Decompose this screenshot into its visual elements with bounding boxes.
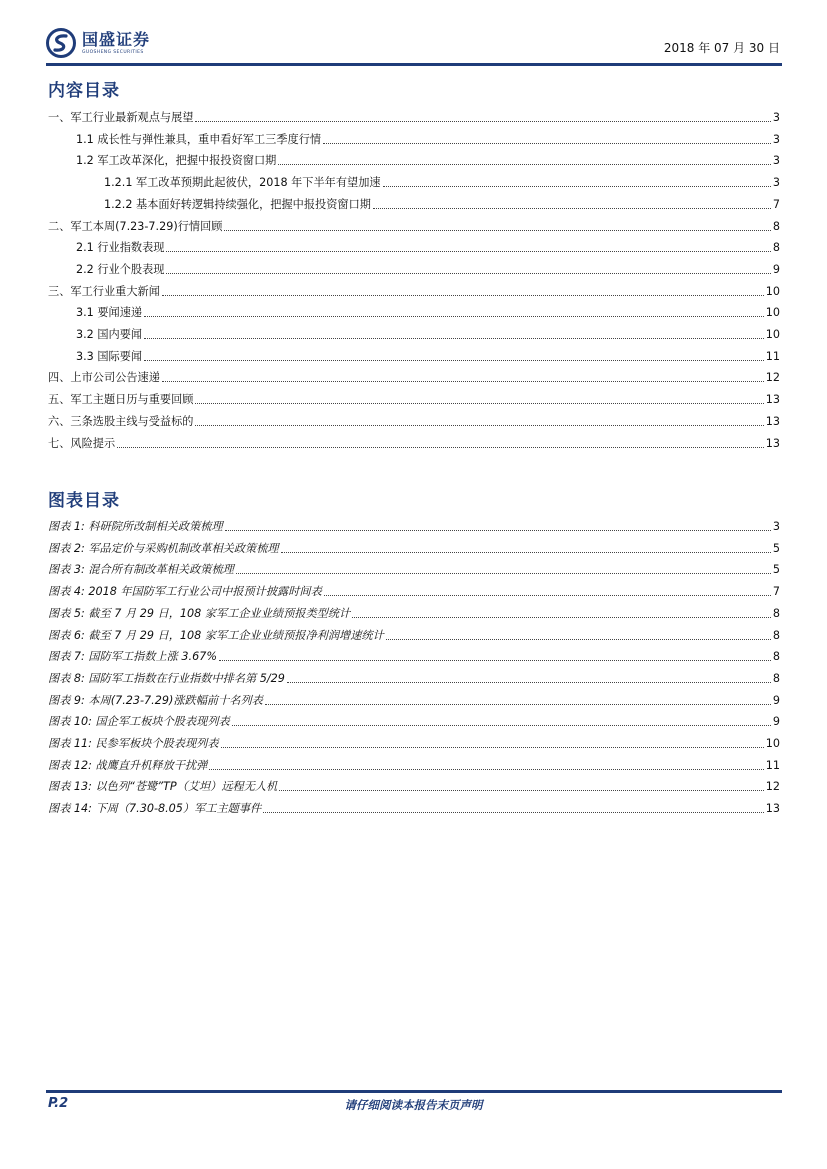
figure-entry[interactable] [48, 713, 780, 729]
figure-entry-page: 8 [772, 628, 780, 642]
figure-entry-page: 8 [772, 671, 780, 685]
toc-entry[interactable] [48, 131, 780, 147]
figure-entry[interactable] [48, 670, 780, 686]
toc-entry-page: 13 [765, 414, 780, 428]
dot-leader [383, 186, 771, 187]
page-header [46, 24, 782, 64]
dot-leader [162, 381, 764, 382]
toc-entry[interactable] [48, 152, 780, 168]
toc-entry-page: 10 [765, 306, 780, 320]
dot-leader [195, 425, 763, 426]
figure-entry-label: 图表 4: 2018 年国防军工行业公司中报预计披露时间表 [48, 585, 322, 599]
figure-entry[interactable] [48, 540, 780, 556]
toc-entry[interactable] [48, 435, 780, 451]
dot-leader [219, 660, 771, 661]
brand-logo [46, 28, 150, 58]
dot-leader [324, 595, 771, 596]
dot-leader [281, 552, 771, 553]
figure-entry-page: 7 [772, 585, 780, 599]
logo-mark-icon [46, 28, 76, 58]
figure-entry-page: 9 [772, 715, 780, 729]
dot-leader [195, 121, 770, 122]
figure-entry-label: 图表 5: 截至 7 月 29 日，108 家军工企业业绩预报类型统计 [48, 606, 351, 620]
figure-entry[interactable] [48, 627, 780, 643]
toc-entry-page: 7 [772, 197, 780, 211]
toc-entry-label: 七、风险提示 [48, 436, 116, 450]
figure-entry[interactable] [48, 518, 780, 534]
figure-entry-page: 8 [772, 606, 780, 620]
dot-leader [263, 812, 764, 813]
toc-entry-label: 3.2 国内要闻 [76, 328, 143, 341]
dot-leader [265, 704, 771, 705]
footer-divider [46, 1090, 782, 1093]
figure-entry[interactable] [48, 692, 780, 708]
figure-entry[interactable] [48, 735, 780, 751]
figure-entry-label: 图表 9: 本周(7.23-7.29)涨跌幅前十名列表 [48, 693, 263, 707]
toc-entry[interactable] [48, 348, 780, 364]
toc-entry-label: 1.2.1 军工改革预期此起彼伏，2018 年下半年有望加速 [104, 176, 381, 190]
figure-entry-label: 图表 2: 军品定价与采购机制改革相关政策梳理 [48, 541, 279, 555]
toc-entry[interactable] [48, 109, 780, 125]
figure-entry[interactable] [48, 757, 780, 773]
figure-entry-page: 9 [772, 693, 780, 707]
figure-entry[interactable] [48, 561, 780, 577]
toc-entry[interactable] [48, 326, 780, 342]
toc-entry[interactable] [48, 304, 780, 320]
toc-entry-label: 1.2.2 基本面好转逻辑持续强化，把握中报投资窗口期 [104, 197, 371, 211]
toc-entry-label: 四、上市公司公告速递 [48, 371, 160, 385]
dot-leader [225, 530, 771, 531]
dot-leader [236, 573, 771, 574]
dot-leader [144, 360, 764, 361]
dot-leader [166, 273, 770, 274]
figure-entry-page: 13 [765, 802, 780, 816]
toc-entry-page: 3 [772, 132, 780, 146]
figure-entry[interactable] [48, 648, 780, 664]
logo-text: 国盛证券 [82, 30, 151, 49]
figure-entry-label: 图表 1: 科研院所改制相关政策梳理 [48, 520, 223, 533]
logo-english-text: GUOSHENG SECURITIES [82, 50, 144, 55]
figure-entry-page: 3 [772, 520, 780, 533]
toc-entry[interactable] [48, 283, 780, 299]
toc-entry-page: 13 [765, 436, 780, 450]
figure-entry-label: 图表 6: 截至 7 月 29 日，108 家军工企业业绩预报净利润增速统计 [48, 628, 384, 642]
toc-entry-label: 3.1 要闻速递 [76, 306, 143, 320]
header-divider [46, 63, 782, 66]
dot-leader [386, 639, 771, 640]
toc-entry[interactable] [48, 196, 780, 212]
toc-entry-page: 8 [772, 241, 780, 255]
toc-title: 内容目录 [48, 81, 120, 101]
figure-entry-label: 图表 7: 国防军工指数上涨 3.67% [48, 650, 217, 664]
figure-entry-page: 5 [772, 563, 780, 577]
toc-entry[interactable] [48, 174, 780, 190]
toc-entry[interactable] [48, 261, 780, 277]
toc-entry-label: 三、军工行业重大新闻 [48, 284, 160, 298]
toc-entry-page: 3 [772, 176, 780, 190]
footer-disclaimer: 请仔细阅读本报告末页声明 [344, 1098, 483, 1112]
toc-entry-label: 1.2 军工改革深化，把握中报投资窗口期 [76, 154, 277, 168]
dot-leader [162, 295, 764, 296]
toc-entry-page: 13 [765, 393, 780, 407]
dot-leader [352, 617, 771, 618]
toc-entry-page: 9 [772, 262, 780, 276]
toc-entry-label: 3.3 国际要闻 [76, 349, 143, 363]
figure-entry-page: 10 [765, 737, 780, 750]
dot-leader [221, 747, 764, 748]
dot-leader [279, 790, 763, 791]
dot-leader [209, 769, 763, 770]
figure-entry-label: 图表 8: 国防军工指数在行业指数中排名第 5/29 [48, 671, 285, 685]
figure-entry-page: 5 [772, 541, 780, 555]
figure-entry-label: 图表 11: 民参军板块个股表现列表 [48, 737, 219, 750]
toc-entry-label: 六、三条选股主线与受益标的 [48, 414, 194, 428]
toc-entry-label: 1.1 成长性与弹性兼具，重申看好军工三季度行情 [76, 132, 322, 146]
toc-entry-label: 五、军工主题日历与重要回顾 [48, 393, 194, 407]
toc-entry[interactable] [48, 239, 780, 255]
dot-leader [195, 403, 763, 404]
toc-entry[interactable] [48, 413, 780, 429]
dot-leader [232, 725, 771, 726]
figure-entry-page: 11 [765, 758, 780, 772]
toc-entry-label: 2.2 行业个股表现 [76, 262, 165, 276]
toc-entry-page: 3 [772, 154, 780, 168]
dot-leader [117, 447, 764, 448]
dot-leader [144, 338, 764, 339]
dot-leader [144, 316, 764, 317]
dot-leader [166, 251, 770, 252]
dot-leader [224, 230, 770, 231]
page-number: P.2 [48, 1096, 69, 1111]
figure-entry-label: 图表 12: 战鹰直升机释放干扰弹 [48, 758, 208, 772]
figure-entry-page: 8 [772, 650, 780, 664]
toc-entry[interactable] [48, 369, 780, 385]
toc-entry-page: 11 [765, 349, 780, 363]
dot-leader [278, 164, 771, 165]
toc-entry[interactable] [48, 218, 780, 234]
figure-entry[interactable] [48, 583, 780, 599]
figure-entry[interactable] [48, 778, 780, 794]
figure-entry-label: 图表 10: 国企军工板块个股表现列表 [48, 715, 230, 729]
toc-entry-page: 8 [772, 219, 780, 233]
figure-entry-page: 12 [765, 780, 780, 794]
toc-entry-label: 二、军工本周(7.23-7.29)行情回顾 [48, 219, 223, 233]
figure-entry[interactable] [48, 605, 780, 621]
toc-entry-page: 10 [765, 328, 780, 341]
toc-entry-label: 2.1 行业指数表现 [76, 241, 165, 255]
toc-entry-page: 12 [765, 371, 780, 385]
dot-leader [373, 208, 771, 209]
toc-entry-label: 一、军工行业最新观点与展望 [48, 111, 194, 124]
figure-entry-label: 图表 14: 下周（7.30-8.05）军工主题事件 [48, 802, 262, 816]
figure-entry[interactable] [48, 800, 780, 816]
toc-entry[interactable] [48, 391, 780, 407]
dot-leader [323, 143, 771, 144]
figures-title: 图表目录 [48, 491, 120, 511]
figure-entry-label: 图表 3: 混合所有制改革相关政策梳理 [48, 563, 234, 577]
figure-entry-label: 图表 13: 以色列“苍鹭”TP（艾坦）远程无人机 [48, 780, 278, 794]
toc-entry-page: 3 [772, 111, 780, 124]
dot-leader [287, 682, 771, 683]
report-date: 2018 年 07 月 30 日 [663, 41, 780, 55]
toc-entry-page: 10 [765, 284, 780, 298]
